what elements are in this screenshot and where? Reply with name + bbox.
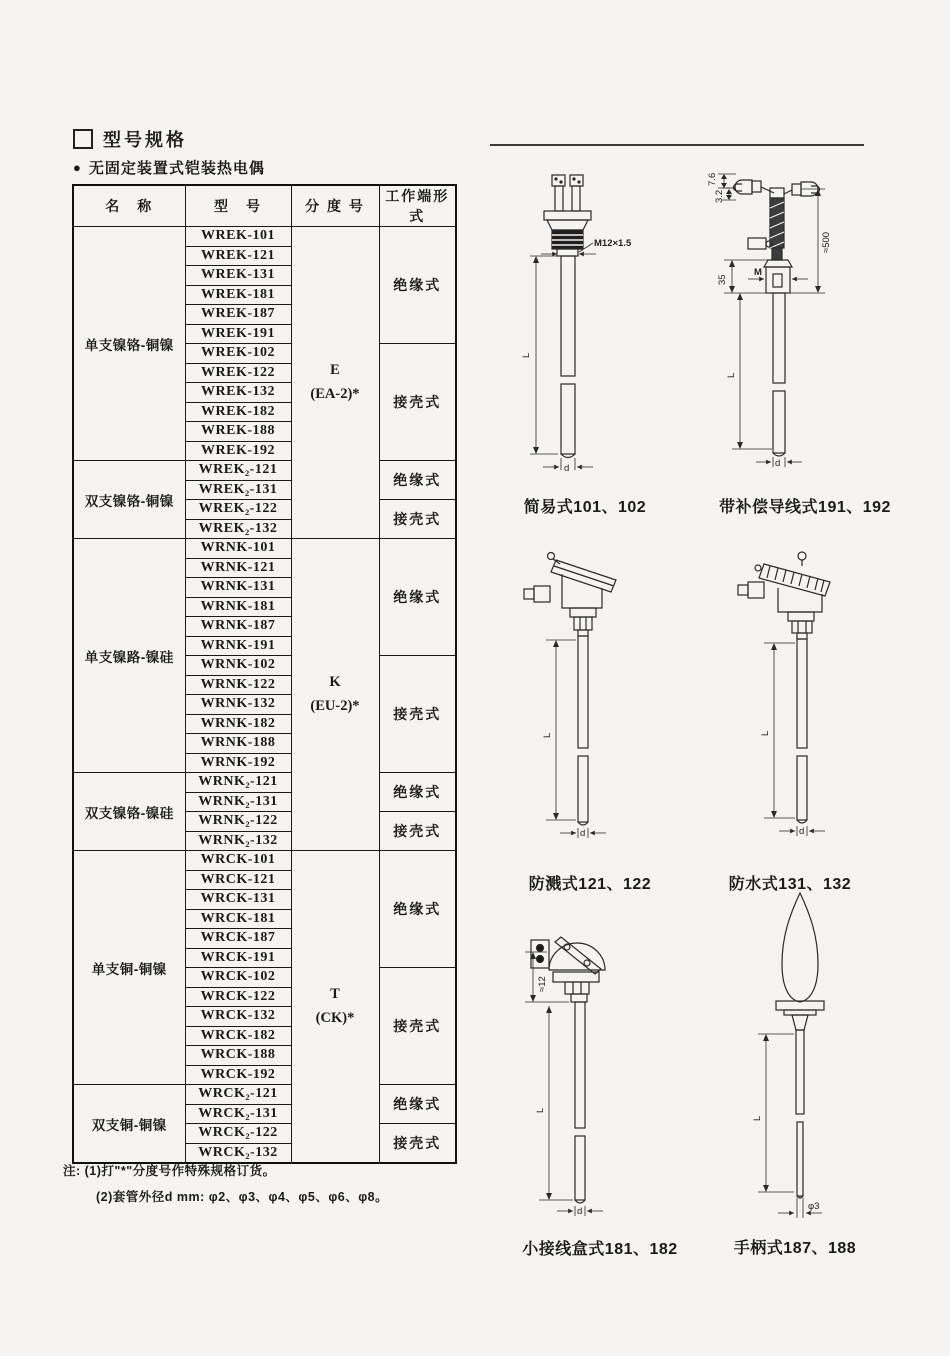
model-cell: WREK-122 [185,363,291,383]
end-form-cell: 接壳式 [379,656,456,773]
spec-table [72,184,457,1164]
fig-handle-diagram [718,888,898,1248]
model-cell: WREK₂-131 [185,480,291,500]
model-cell: WRCK-131 [185,890,291,910]
model-cell: WREK-191 [185,324,291,344]
fig-waterproof [718,548,898,873]
end-form-cell: 绝缘式 [379,851,456,968]
fig-waterproof-caption: 防水式131、132 [728,876,852,893]
model-cell: WREK-188 [185,422,291,442]
end-form-cell: 接壳式 [379,500,456,539]
model-cell: WRCK-182 [185,1026,291,1046]
model-cell: WRCK-187 [185,929,291,949]
model-cell: WREK-132 [185,383,291,403]
model-cell: WRNK₂-121 [185,773,291,793]
fig2-dim-7-6: 7.6 [707,172,718,186]
fig-junction-box-caption: 小接线盒式181、182 [522,1241,678,1258]
model-cell: WREK₂-122 [185,500,291,520]
fig-simple [500,166,650,496]
fig-junction-box-diagram [503,928,683,1248]
fig-handle [718,888,898,1253]
section-checkbox-icon [73,129,93,149]
model-cell: WRNK-132 [185,695,291,715]
name-cell: 单支镍路-镍硅 [73,539,185,773]
col-header-2: 分 度 号 [291,185,379,227]
fig4-diameter-label: d [799,826,805,837]
model-cell: WRCK-101 [185,851,291,871]
model-cell: WRCK₂-131 [185,1104,291,1124]
model-cell: WREK-192 [185,441,291,461]
fig6-length-label: L [752,1115,763,1121]
fig1-length-label: L [521,352,532,358]
model-cell: WREK-182 [185,402,291,422]
model-cell: WREK-101 [185,227,291,247]
model-cell: WREK₂-132 [185,519,291,539]
end-form-cell: 接壳式 [379,1124,456,1164]
spec-table-body [73,227,456,1164]
note-line-1: 注: (1)打"*"分度号作特殊规格订货。 [63,1164,276,1178]
model-cell: WRCK-191 [185,948,291,968]
fig-comp-lead-diagram [698,158,948,498]
fig1-diameter-label: d [564,463,570,474]
fig2-lead-length: ≈500 [821,231,832,253]
end-form-cell: 绝缘式 [379,1085,456,1124]
model-cell: WRCK₂-132 [185,1143,291,1163]
fig2-dim-35: 35 [717,274,728,285]
model-cell: WRNK-121 [185,558,291,578]
model-cell: WRCK-181 [185,909,291,929]
model-cell: WRNK-102 [185,656,291,676]
model-cell: WRCK₂-122 [185,1124,291,1144]
model-cell: WREK-102 [185,344,291,364]
end-form-cell: 绝缘式 [379,227,456,344]
model-cell: WRNK-188 [185,734,291,754]
model-cell: WRCK-188 [185,1046,291,1066]
fig6-diameter-label: φ3 [808,1201,820,1212]
model-cell: WREK-131 [185,266,291,286]
model-cell: WRNK₂-122 [185,812,291,832]
note-line-2: (2)套管外径d mm: φ2、φ3、φ4、φ5、φ6、φ8。 [96,1190,389,1204]
spec-table-container [72,184,457,1164]
model-cell: WRNK-101 [185,539,291,559]
bullet-icon: ● [73,160,81,175]
figure-area-rule [490,144,864,146]
model-cell: WRNK₂-132 [185,831,291,851]
fig3-length-label: L [542,732,553,738]
fig-comp-lead-caption: 带补偿导线式191、192 [719,499,891,516]
model-cell: WRNK-187 [185,617,291,637]
fig1-thread-label: M12×1.5 [594,238,632,249]
fig-handle-caption: 手柄式187、188 [733,1240,857,1257]
section-heading [73,126,187,152]
col-header-0: 名 称 [73,185,185,227]
name-cell: 双支铜-铜镍 [73,1085,185,1164]
model-cell: WRNK-191 [185,636,291,656]
fig2-length-label: L [726,372,737,378]
col-header-3: 工作端形式 [379,185,456,227]
end-form-cell: 接壳式 [379,344,456,461]
col-header-1: 型 号 [185,185,291,227]
model-cell: WRNK-122 [185,675,291,695]
model-cell: WRCK-102 [185,968,291,988]
fig5-diameter-label: d [577,1206,583,1217]
fig-junction-box [503,928,683,1253]
page-title: 型号规格 [103,130,187,150]
sub-heading [73,157,265,178]
model-cell: WREK-181 [185,285,291,305]
model-cell: WRCK-132 [185,1007,291,1027]
fig-splash-proof-diagram [498,548,678,868]
page-subtitle: 无固定装置式铠装热电偶 [88,160,265,177]
model-cell: WRCK-192 [185,1065,291,1085]
model-cell: WREK₂-121 [185,461,291,481]
fig-comp-lead [698,158,948,503]
graduation-cell: K (EU-2)* [291,539,379,851]
fig3-diameter-label: d [580,828,586,839]
end-form-cell: 接壳式 [379,812,456,851]
fig5-dim-12: ≈12 [537,976,548,992]
model-cell: WRCK₂-121 [185,1085,291,1105]
fig-waterproof-diagram [718,548,898,868]
end-form-cell: 接壳式 [379,968,456,1085]
fig2-dim-3-2: 3.2 [714,189,725,203]
graduation-cell: T (CK)* [291,851,379,1164]
fig2-diameter-label: d [775,458,781,469]
end-form-cell: 绝缘式 [379,539,456,656]
model-cell: WRNK-182 [185,714,291,734]
name-cell: 双支镍铬-铜镍 [73,461,185,539]
fig-simple-diagram [500,166,650,491]
model-cell: WRNK₂-131 [185,792,291,812]
name-cell: 双支镍铬-镍硅 [73,773,185,851]
model-cell: WRCK-121 [185,870,291,890]
fig2-thread-label: M [754,267,762,278]
spec-table-header [73,185,456,227]
fig-simple-caption: 简易式101、102 [523,499,647,516]
model-cell: WREK-121 [185,246,291,266]
fig5-length-label: L [535,1107,546,1113]
model-cell: WRNK-131 [185,578,291,598]
name-cell: 单支铜-铜镍 [73,851,185,1085]
end-form-cell: 绝缘式 [379,773,456,812]
model-cell: WREK-187 [185,305,291,325]
fig-splash-proof [498,548,678,873]
fig4-length-label: L [760,730,771,736]
end-form-cell: 绝缘式 [379,461,456,500]
fig-splash-proof-caption: 防溅式121、122 [528,876,652,893]
model-cell: WRCK-122 [185,987,291,1007]
model-cell: WRNK-192 [185,753,291,773]
name-cell: 单支镍铬-铜镍 [73,227,185,461]
graduation-cell: E (EA-2)* [291,227,379,539]
model-cell: WRNK-181 [185,597,291,617]
